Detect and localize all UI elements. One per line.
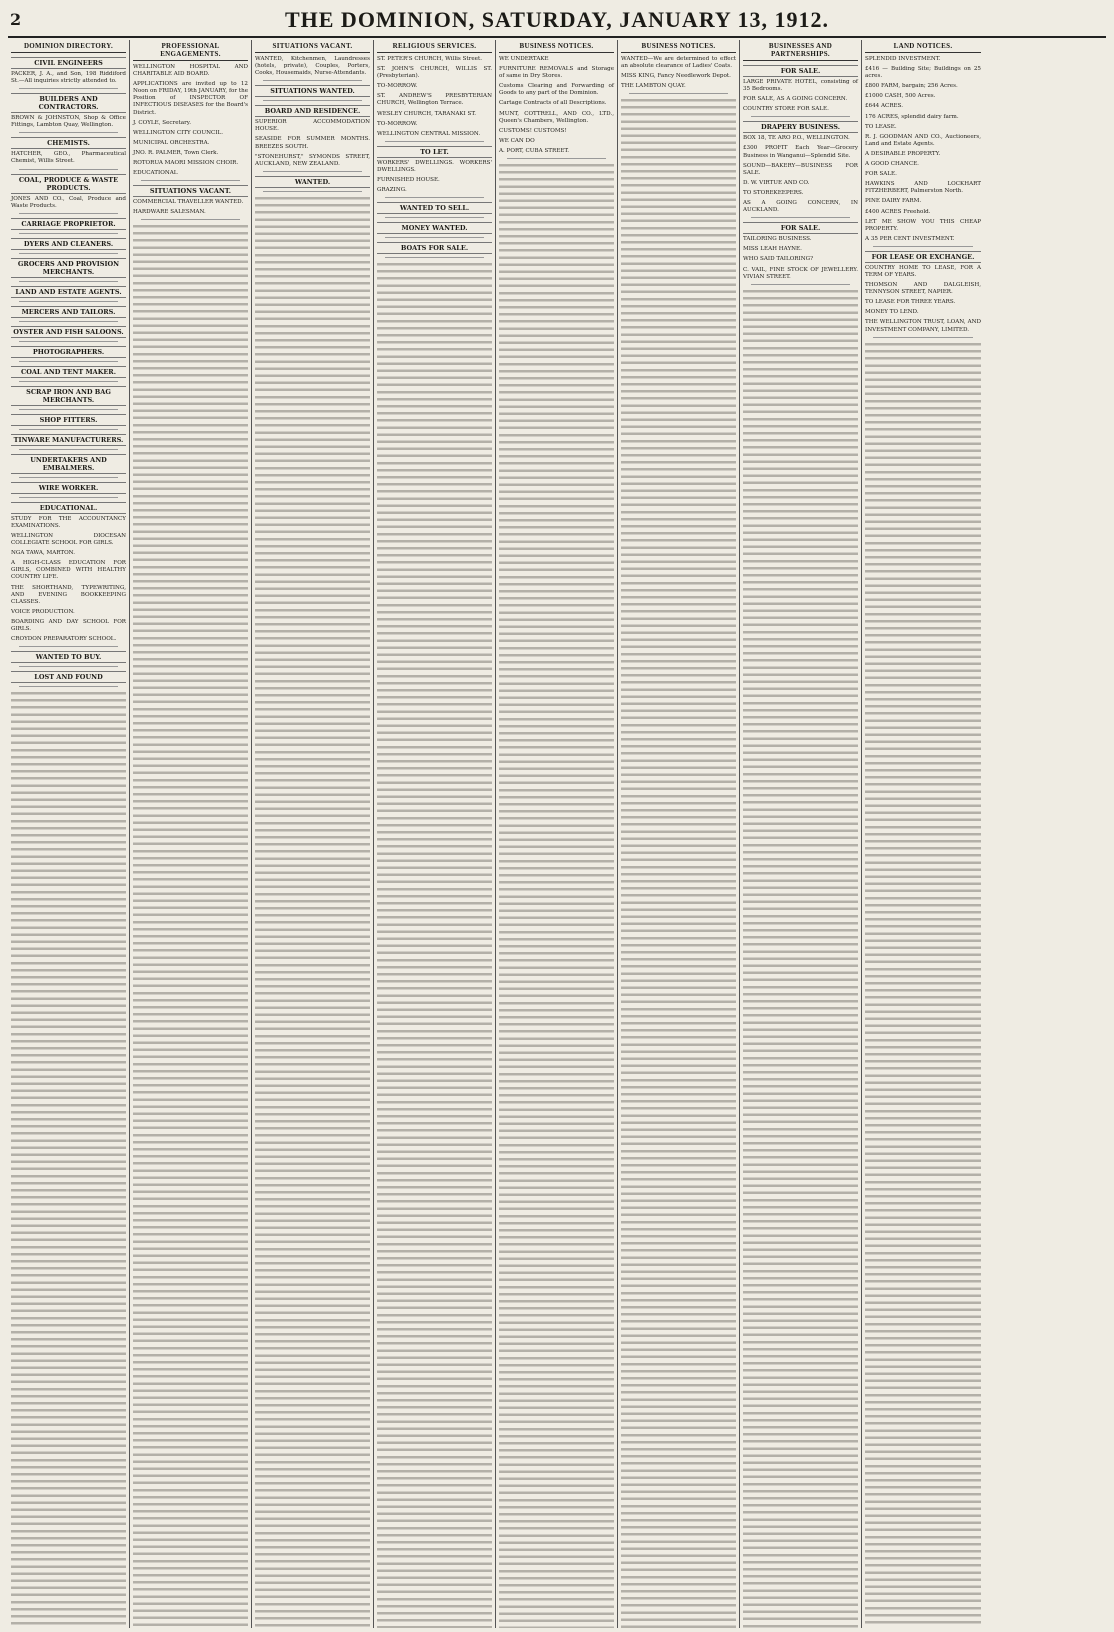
ad-separator [385,141,484,142]
section-heading: CHEMISTS. [11,137,126,149]
advertisement: STUDY FOR THE ACCOUNTANCY EXAMINATIONS. [11,515,126,529]
advertisement: £400 ACRES Freehold. [865,208,931,215]
advertisement: WORKERS' DWELLINGS. WORKERS' DWELLINGS. [377,159,492,173]
advertisement: WELLINGTON DIOCESAN COLLEGIATE SCHOOL FOR GIRLS. [11,532,126,547]
advertisement: WESLEY CHURCH, TARANAKI ST. [377,110,477,117]
section-heading: GROCERS AND PROVISION MERCHANTS. [11,258,126,278]
section-heading: PHOTOGRAPHERS. [11,346,126,358]
advertisement: FOR SALE, AS A GOING CONCERN. [743,96,848,103]
section-heading: OYSTER AND FISH SALOONS. [11,326,126,338]
advertisement: THE LAMBTON QUAY. [621,83,686,90]
advertisement: MISS LEAH HAYNE. [743,246,802,253]
advertisement: BOARDING AND DAY SCHOOL FOR GIRLS. [11,618,126,632]
advertisement: COMMERCIAL TRAVELLER WANTED. [133,199,244,206]
advertisement: MUNT, COTTRELL, AND CO., LTD., Queen's Chambers, Wellington. [499,110,614,124]
advertisement: HATCHER, GEO., Pharmaceutical Chemist, Willis Street. [11,151,126,165]
advertisement: A DESIRABLE PROPERTY. [865,150,941,157]
ad-separator [19,88,118,89]
ad-separator [19,646,118,647]
advertisement: CUSTOMS! CUSTOMS! [499,127,567,134]
fine-print-body [743,288,858,1628]
advertisement: WANTED—We are determined to effect an absolute clearance of Ladies' Coats. [621,56,736,70]
advertisement: THE SHORTHAND, TYPEWRITING, AND EVENING BOOKKEEPING CLASSES. [11,584,126,605]
advertisement: WE UNDERTAKE [499,56,549,62]
ad-separator [19,429,118,430]
advertisement: PINE DAIRY FARM. [865,198,922,205]
advertisement: ST. PETER'S CHURCH, Willis Street. [377,56,482,62]
ad-separator [385,257,484,258]
advertisement: ST. ANDREW'S PRESBYTERIAN CHURCH, Wellington Terrace. [377,93,492,107]
ad-separator [873,246,973,247]
advertisement: THOMSON AND DALGLEISH, TENNYSON STREET, NAPIER. [865,282,981,296]
advertisement: D. W. VIRTUE AND CO. [743,179,810,186]
column-4 [374,40,496,1628]
advertisement: £800 FARM, bargain; 256 Acres. [865,83,958,90]
advertisement: TO LEASE FOR THREE YEARS. [865,299,956,306]
column-heading: PROFESSIONAL ENGAGEMENTS. [133,40,248,61]
ad-separator [751,284,850,285]
ad-separator [19,477,118,478]
ad-separator [751,217,850,218]
section-heading: SCRAP IRON AND BAG MERCHANTS. [11,386,126,406]
ad-separator [19,281,118,282]
section-heading: WANTED TO SELL. [377,202,492,214]
advertisement: "STONEHURST," SYMONDS STREET, AUCKLAND, NEW ZEALAND. [255,153,370,167]
column-8 [862,40,984,1628]
ad-separator [263,171,362,172]
advertisement: ST. JOHN'S CHURCH, WILLIS ST. (Presbyterian). [377,66,492,80]
ad-separator [19,132,118,133]
advertisement: SOUND—BAKERY—BUSINESS FOR SALE. [743,162,858,176]
column-heading: RELIGIOUS SERVICES. [377,40,492,53]
section-heading: COAL AND TENT MAKER. [11,366,126,378]
section-heading: TINWARE MANUFACTURERS. [11,434,126,446]
column-5 [496,40,618,1628]
column-heading: DOMINION DIRECTORY. [11,40,126,53]
ad-separator [263,100,362,101]
section-heading: FOR LEASE OR EXCHANGE. [865,251,981,263]
advertisement: HARDWARE SALESMAN. [133,209,206,216]
advertisement: GRAZING. [377,187,407,194]
advertisement: BROWN & JOHNSTON, Shop & Office Fittings, Lambton Quay, Wellington. [11,115,126,129]
advertisement: £300 PROFIT Each Year—Grocery Business in Wanganui—Splendid Site. [743,145,858,159]
ad-separator [19,253,118,254]
column-heading: BUSINESS NOTICES. [621,40,736,53]
advertisement: BOX 18, TE ARO P.O., WELLINGTON. [743,135,850,142]
section-heading: DRAPERY BUSINESS. [743,121,858,133]
ad-separator [19,449,118,450]
advertisement: TO STOREKEEPERS. [743,189,804,196]
section-heading: TO LET. [377,146,492,158]
advertisement: £416 — Building Site; Buildings on 25 acres. [865,66,981,80]
section-heading: BOATS FOR SALE. [377,242,492,254]
advertisement: AS A GOING CONCERN, IN AUCKLAND. [743,200,858,214]
section-heading: EDUCATIONAL. [11,502,126,514]
advertisement: ROTORUA MAORI MISSION CHOIR. [133,160,239,167]
advertisement: SUPERIOR ACCOMMODATION HOUSE. [255,119,370,133]
advertisement: Customs Clearing and Forwarding of Goods to any part of the Dominion. [499,83,614,97]
advertisement: EDUCATIONAL [133,170,178,177]
column-6 [618,40,740,1628]
advertisement: FURNISHED HOUSE. [377,177,440,184]
advertisement: R. J. GOODMAN AND CO., Auctioneers, Land and Estate Agents. [865,133,981,147]
section-heading: WANTED TO BUY. [11,651,126,663]
advertisement: SPLENDID INVESTMENT. [865,56,941,62]
advertisement: APPLICATIONS are invited up to 12 Noon on FRIDAY, 19th JANUARY, for the Position of INSPECTOR OF INFECTIOUS DISEASES for the Board's District. [133,81,249,116]
section-heading: MONEY WANTED. [377,222,492,234]
ad-separator [19,321,118,322]
advertisement: MONEY TO LEND. [865,309,919,316]
ad-separator [19,341,118,342]
section-heading: CIVIL ENGINEERS [11,57,126,69]
section-heading: FOR SALE. [743,222,858,234]
section-heading: LOST AND FOUND [11,671,126,683]
advertisement: WANTED, Kitchenmen, Laundresses (hotels, private), Couples, Porters, Cooks, Housemaids, Nurse-Attendants. [255,56,370,77]
ad-separator [19,381,118,382]
section-heading: BOARD AND RESIDENCE. [255,105,370,117]
masthead-rule [8,36,1106,38]
ad-separator [263,80,362,81]
page-number: 2 [10,10,22,29]
advertisement: C. VAIL, FINE STOCK OF JEWELLERY. VIVIAN STREET. [743,266,858,280]
advertisement: A GOOD CHANCE. [865,161,919,168]
column-heading: BUSINESSES AND PARTNERSHIPS. [743,40,858,61]
ad-separator [629,93,728,94]
fine-print-body [621,97,736,1628]
section-heading: BUILDERS AND CONTRACTORS. [11,93,126,113]
advertisement: Cartage Contracts of all Descriptions. [499,100,607,107]
section-heading: MERCERS AND TAILORS. [11,306,126,318]
column-2 [130,40,252,1628]
advertisement: COUNTRY STORE FOR SALE. [743,106,829,113]
advertisement: SEASIDE FOR SUMMER MONTHS. BREEZES SOUTH. [255,136,370,150]
advertisement: JNO. R. PALMER, Town Clerk. [133,149,219,156]
section-heading: UNDERTAKERS AND EMBALMERS. [11,454,126,474]
advertisement: £1000 CASH, 500 Acres. [865,93,936,100]
ad-separator [751,116,850,117]
fine-print-body [11,690,126,1628]
advertisement: TO-MORROW. [377,120,418,127]
ad-separator [385,237,484,238]
advertisement: LET ME SHOW YOU THIS CHEAP PROPERTY. [865,218,981,232]
section-heading: WIRE WORKER. [11,482,126,494]
advertisement: TO LEASE. [865,123,897,130]
ad-separator [19,233,118,234]
ad-separator [385,197,484,198]
advertisement: WELLINGTON HOSPITAL AND CHARITABLE AID BOARD. [133,64,248,78]
ad-separator [19,213,118,214]
column-heading: BUSINESS NOTICES. [499,40,614,53]
advertisement: COUNTRY HOME TO LEASE, FOR A TERM OF YEARS. [865,264,981,278]
advertisement: PACKER, J. A., and Son, 198 Riddiford St.—All inquiries strictly attended to. [11,71,126,85]
fine-print-body [865,341,981,1628]
ad-separator [19,686,118,687]
ad-separator [19,409,118,410]
ad-separator [385,217,484,218]
advertisement: HAWKINS AND LOCKHART FITZHERBERT, Palmerston North. [865,181,981,195]
ad-separator [19,169,118,170]
section-heading: WANTED. [255,176,370,188]
section-heading: COAL, PRODUCE & WASTE PRODUCTS. [11,174,126,194]
advertisement: LARGE PRIVATE HOTEL, consisting of 35 Bedrooms. [743,79,858,93]
advertisement: WELLINGTON CENTRAL MISSION. [377,130,481,137]
column-3 [252,40,374,1628]
advertisement: NGA TAWA, MARTON. [11,550,75,557]
section-heading: SHOP FITTERS. [11,414,126,426]
section-heading: SITUATIONS WANTED. [255,85,370,97]
advertisement: A. PORT, CUBA STREET. [499,147,570,154]
fine-print-body [133,223,248,1628]
ad-separator [141,219,240,220]
advertisement: A 35 PER CENT INVESTMENT. [865,235,955,242]
advertisement: A HIGH-CLASS EDUCATION FOR GIRLS, COMBINED WITH HEALTHY COUNTRY LIFE. [11,560,126,581]
advertisement: WHO SAID TAILORING? [743,256,814,263]
ad-separator [19,301,118,302]
column-7 [740,40,862,1628]
section-heading: LAND AND ESTATE AGENTS. [11,286,126,298]
advertisement: JONES AND CO., Coal, Produce and Waste Products. [11,195,126,209]
advertisement: 176 ACRES, splendid dairy farm. [865,113,959,120]
section-heading: FOR SALE. [743,65,858,77]
section-heading: DYERS AND CLEANERS. [11,238,126,250]
ad-separator [141,180,240,181]
section-heading: SITUATIONS VACANT. [133,185,248,197]
columns-container [8,40,1110,1628]
advertisement: VOICE PRODUCTION. [11,608,75,615]
advertisement: FOR SALE. [865,171,897,178]
masthead [8,4,1106,36]
fine-print-body [499,162,614,1628]
page-title: THE DOMINION, SATURDAY, JANUARY 13, 1912. [284,7,830,32]
ad-separator [19,666,118,667]
column-heading: SITUATIONS VACANT. [255,40,370,53]
ad-separator [263,191,362,192]
ad-separator [507,158,606,159]
ad-separator [19,361,118,362]
column-1 [8,40,130,1628]
advertisement: WELLINGTON CITY COUNCIL. [133,129,223,136]
advertisement: £644 ACRES. [865,103,904,110]
advertisement: J. COYLE, Secretary. [133,119,191,126]
advertisement: MISS KING, Fancy Needlework Depot. [621,73,731,80]
fine-print-body [255,195,370,1628]
fine-print-body [377,261,492,1628]
advertisement: TAILORING BUSINESS. [743,236,812,243]
advertisement: FURNITURE REMOVALS and Storage of same in Dry Stores. [499,66,614,80]
ad-separator [873,337,973,338]
advertisement: MUNICIPAL ORCHESTRA. [133,139,210,146]
advertisement: TO-MORROW. [377,83,418,90]
column-heading: LAND NOTICES. [865,40,981,53]
advertisement: WE CAN DO [499,137,535,144]
ad-separator [19,497,118,498]
advertisement: THE WELLINGTON TRUST, LOAN, AND INVESTMENT COMPANY, LIMITED. [865,319,981,333]
advertisement: CROYDON PREPARATORY SCHOOL. [11,636,117,643]
section-heading: CARRIAGE PROPRIETOR. [11,218,126,230]
